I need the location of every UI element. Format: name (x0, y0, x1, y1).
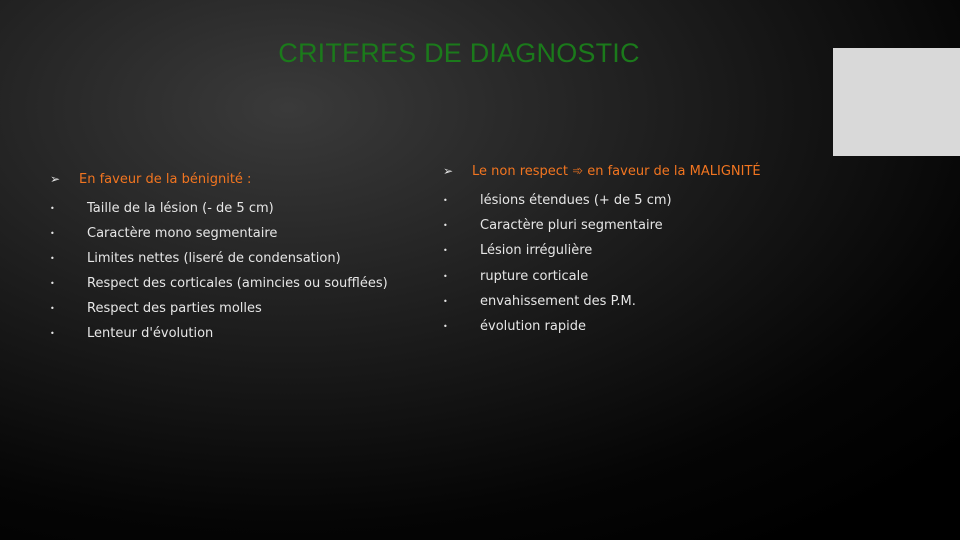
bullet-icon: • (443, 221, 448, 231)
bullet-icon: • (443, 296, 448, 306)
list-item (50, 246, 430, 271)
bullet-icon: • (443, 246, 448, 256)
list-item-text: Caractère mono segmentaire (87, 226, 278, 241)
list-item (443, 188, 843, 213)
arrow-bullet-icon: ➢ (443, 164, 454, 178)
list-item-text: Respect des corticales (amincies ou soufflées) (87, 276, 388, 291)
list-item (50, 296, 430, 321)
bullet-icon: • (50, 229, 55, 238)
list-item-text: Limites nettes (liseré de condensation) (87, 251, 341, 266)
malignant-criteria-column (443, 164, 843, 339)
list-item (443, 213, 843, 238)
bullet-icon: • (50, 279, 55, 288)
list-item-text: Lenteur d'évolution (87, 326, 214, 341)
list-item-text: lésions étendues (+ de 5 cm) (480, 193, 672, 209)
bullet-icon: • (50, 304, 55, 313)
benign-heading (50, 172, 430, 187)
right-arrow-icon: ➾ (572, 164, 584, 179)
list-item (443, 238, 843, 263)
bullet-icon: • (443, 322, 448, 332)
list-item (50, 196, 430, 221)
list-item (50, 321, 430, 346)
placeholder-box (833, 48, 960, 156)
list-item (443, 289, 843, 314)
malignant-heading-part1: Le non respect (472, 164, 569, 179)
malignant-heading-part2: en faveur de la MALIGNITÉ (587, 164, 761, 179)
bullet-icon: • (50, 254, 55, 263)
slide-title: CRITERES DE DIAGNOSTIC (278, 38, 640, 68)
benign-criteria-column (50, 172, 430, 346)
malignant-heading (443, 164, 843, 179)
list-item (443, 264, 843, 289)
bullet-icon: • (443, 271, 448, 281)
list-item (50, 221, 430, 246)
benign-heading-text: En faveur de la bénignité : (79, 172, 252, 187)
list-item-text: Taille de la lésion (- de 5 cm) (87, 201, 274, 216)
list-item-text: évolution rapide (480, 319, 586, 335)
list-item-text: Lésion irrégulière (480, 243, 593, 259)
arrow-bullet-icon: ➢ (50, 172, 61, 186)
bullet-icon: • (50, 329, 55, 338)
bullet-icon: • (443, 196, 448, 206)
bullet-icon: • (50, 204, 55, 213)
list-item (443, 314, 843, 339)
list-item (50, 271, 430, 296)
list-item-text: Caractère pluri segmentaire (480, 218, 663, 234)
list-item-text: rupture corticale (480, 268, 589, 284)
list-item-text: Respect des parties molles (87, 301, 262, 316)
list-item-text: envahissement des P.M. (480, 293, 636, 309)
